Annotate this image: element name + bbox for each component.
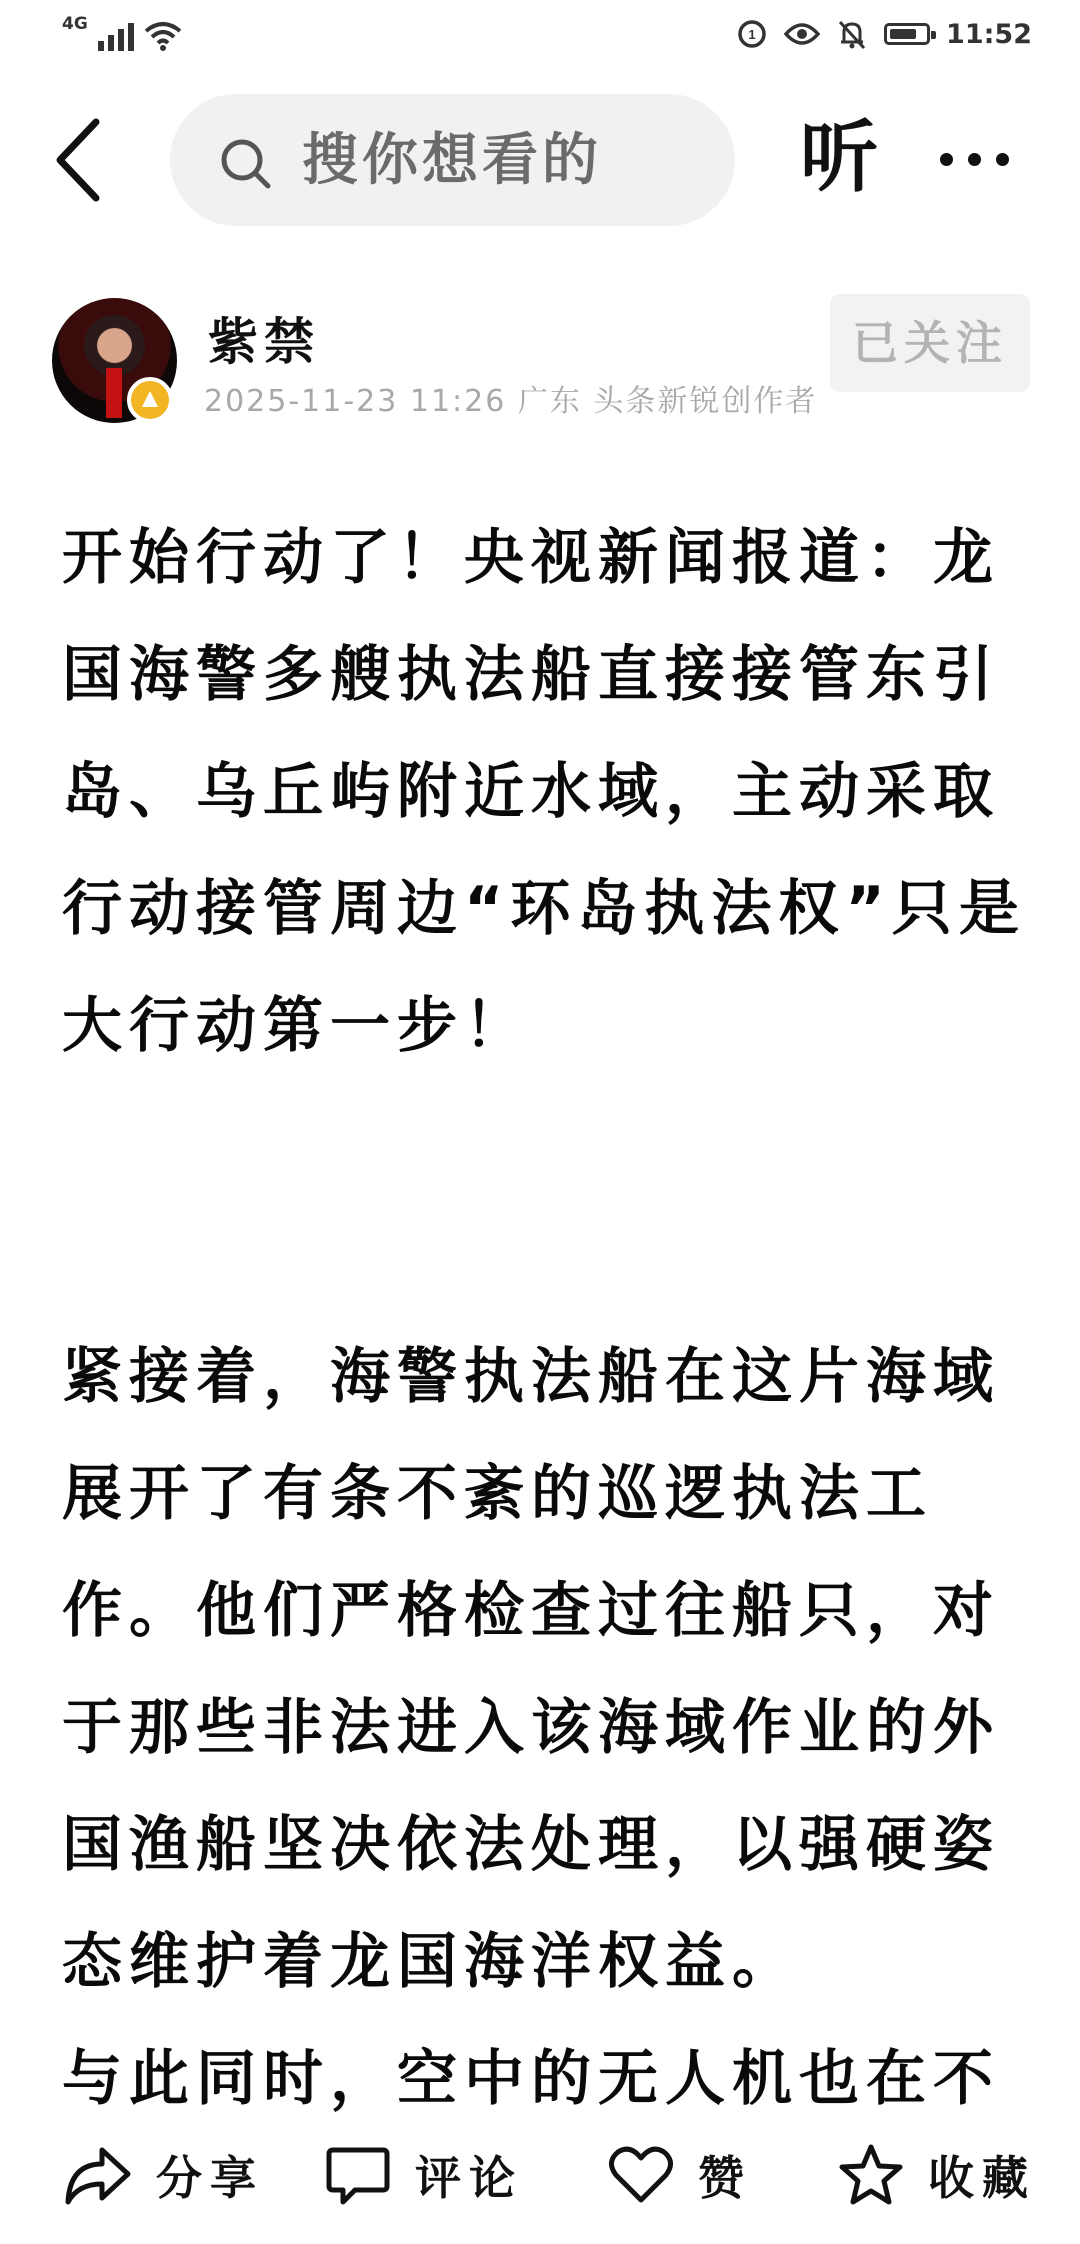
listen-button[interactable]: 听 bbox=[800, 113, 879, 203]
like-button[interactable] bbox=[608, 2130, 752, 2220]
network-type: 4G bbox=[62, 14, 88, 34]
article-paragraph: 紧接着，海警执法船在这片海域展开了有条不紊的巡逻执法工作。他们严格检查过往船只，对于那些非法进入该海域作业的外国渔船坚决依法处理，以强硬姿态维护着龙国海洋权益。 bbox=[62, 1342, 1000, 1997]
like-label: 赞 bbox=[698, 2151, 752, 2205]
back-arrow-icon bbox=[50, 110, 110, 210]
share-label: 分享 bbox=[156, 2151, 264, 2205]
comment-icon bbox=[325, 2144, 391, 2206]
paragraph-gap bbox=[62, 1085, 1027, 1319]
comment-label: 评论 bbox=[415, 2151, 523, 2205]
top-bar bbox=[0, 90, 1080, 230]
star-icon bbox=[838, 2143, 904, 2207]
battery-icon bbox=[884, 23, 930, 45]
back-button[interactable] bbox=[50, 110, 130, 210]
author-meta: 2025-11-23 11:26 广东 头条新锐创作者 bbox=[204, 384, 818, 419]
creator-badge-icon bbox=[127, 377, 173, 423]
author-name[interactable]: 紫禁 bbox=[208, 313, 320, 371]
heart-icon bbox=[608, 2144, 674, 2206]
svg-text:1: 1 bbox=[748, 27, 756, 42]
more-dots-icon[interactable] bbox=[940, 134, 1030, 184]
follow-button[interactable]: 已关注 bbox=[830, 294, 1030, 392]
article-paragraph: 与此同时，空中的无人机也在不 bbox=[62, 2044, 1000, 2114]
status-left bbox=[62, 16, 182, 51]
status-right bbox=[736, 18, 1032, 50]
data-saver-icon bbox=[736, 18, 768, 50]
bell-off-icon bbox=[836, 18, 868, 50]
eye-icon bbox=[784, 20, 820, 48]
share-button[interactable] bbox=[62, 2130, 264, 2220]
article-paragraph: 开始行动了！央视新闻报道：龙国海警多艘执法船直接接管东引岛、乌丘屿附近水域，主动采取行动接管周边“环岛执法权”只是大行动第一步！ bbox=[62, 523, 1026, 1061]
bottom-action-bar bbox=[0, 2130, 1080, 2220]
share-icon bbox=[62, 2144, 132, 2206]
wifi-icon bbox=[144, 21, 182, 51]
article-body bbox=[62, 500, 1027, 2138]
search-box[interactable] bbox=[170, 94, 735, 226]
favorite-button[interactable] bbox=[838, 2130, 1036, 2220]
signal-icon bbox=[98, 21, 134, 51]
search-placeholder: 搜你想看的 bbox=[302, 128, 602, 193]
status-time: 11:52 bbox=[946, 18, 1032, 50]
author-row bbox=[0, 290, 1080, 440]
status-bar bbox=[0, 0, 1080, 72]
favorite-label: 收藏 bbox=[928, 2151, 1036, 2205]
search-icon bbox=[218, 136, 274, 192]
comment-button[interactable] bbox=[325, 2130, 523, 2220]
